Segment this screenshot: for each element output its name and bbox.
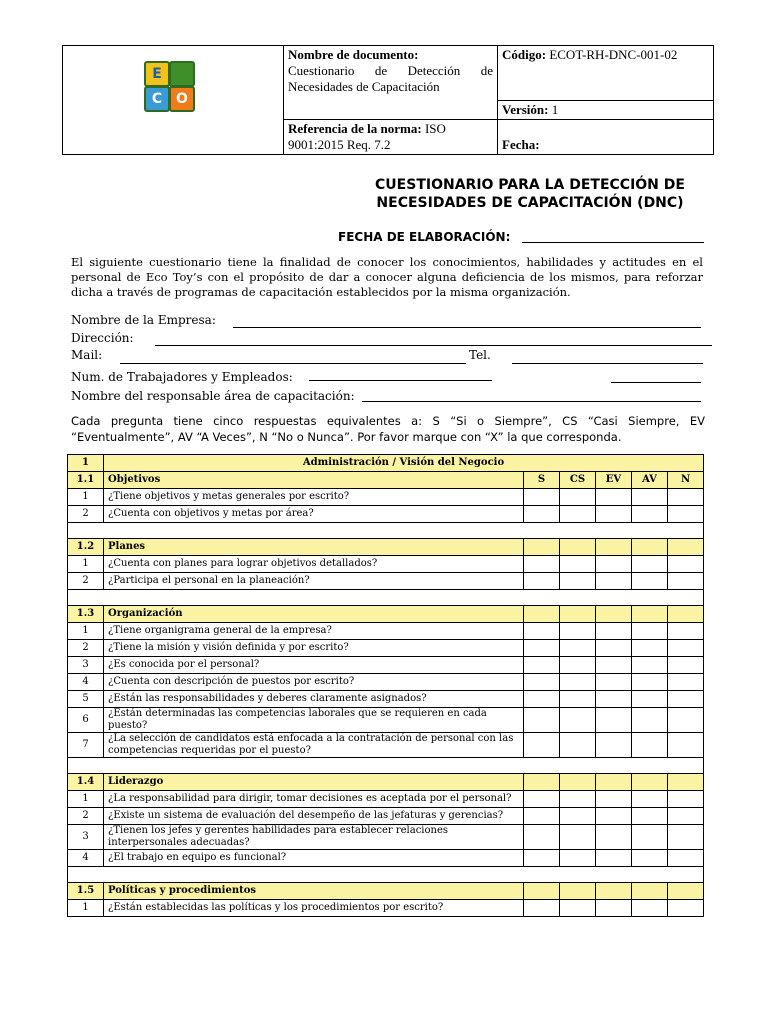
column-header-s: S bbox=[524, 472, 560, 489]
page-title bbox=[330, 176, 730, 212]
empresa-label: Nombre de la Empresa: bbox=[71, 313, 216, 327]
question-row bbox=[68, 791, 704, 808]
answer-cell-s[interactable] bbox=[524, 657, 560, 674]
answer-cell-n[interactable] bbox=[668, 506, 704, 523]
answer-cell-av[interactable] bbox=[632, 708, 668, 733]
answer-cell-cs[interactable] bbox=[560, 733, 596, 758]
answer-cell-n[interactable] bbox=[668, 825, 704, 850]
answer-cell-av[interactable] bbox=[632, 640, 668, 657]
answer-cell-ev[interactable] bbox=[596, 691, 632, 708]
empresa-line[interactable] bbox=[233, 327, 701, 328]
question-number: 1 bbox=[68, 791, 104, 808]
answer-cell-n[interactable] bbox=[668, 657, 704, 674]
question-row bbox=[68, 691, 704, 708]
norm-cell bbox=[284, 120, 498, 155]
version-cell bbox=[498, 101, 714, 120]
group-title: Objetivos bbox=[104, 472, 524, 489]
answer-cell-cs[interactable] bbox=[560, 850, 596, 867]
answer-cell-av[interactable] bbox=[632, 808, 668, 825]
group-header-cell bbox=[668, 539, 704, 556]
answer-cell-av[interactable] bbox=[632, 623, 668, 640]
answer-cell-s[interactable] bbox=[524, 623, 560, 640]
answer-cell-s[interactable] bbox=[524, 556, 560, 573]
spacer-cell bbox=[68, 523, 704, 539]
answer-cell-ev[interactable] bbox=[596, 850, 632, 867]
answer-cell-cs[interactable] bbox=[560, 900, 596, 917]
date-cell bbox=[498, 120, 714, 155]
question-text: ¿Es conocida por el personal? bbox=[104, 657, 524, 674]
group-header-row bbox=[68, 606, 704, 623]
answer-cell-n[interactable] bbox=[668, 850, 704, 867]
question-number: 3 bbox=[68, 825, 104, 850]
title-line-2: NECESIDADES DE CAPACITACIÓN (DNC) bbox=[376, 195, 684, 211]
group-header-cell bbox=[596, 539, 632, 556]
section-header-row bbox=[68, 455, 704, 472]
code-cell bbox=[498, 46, 714, 101]
group-header-cell bbox=[596, 883, 632, 900]
question-row bbox=[68, 850, 704, 867]
group-header-cell bbox=[632, 539, 668, 556]
question-text: ¿La selección de candidatos está enfocada a la contratación de personal con las competencias requeridas por el puesto? bbox=[104, 733, 524, 758]
norm-value-b: 9001:2015 Req. 7.2 bbox=[288, 137, 391, 152]
question-text: ¿Cuenta con objetivos y metas por área? bbox=[104, 506, 524, 523]
answer-cell-s[interactable] bbox=[524, 691, 560, 708]
answer-cell-cs[interactable] bbox=[560, 825, 596, 850]
answer-cell-n[interactable] bbox=[668, 674, 704, 691]
answer-cell-av[interactable] bbox=[632, 850, 668, 867]
answer-cell-n[interactable] bbox=[668, 791, 704, 808]
answer-cell-cs[interactable] bbox=[560, 640, 596, 657]
answer-cell-av[interactable] bbox=[632, 489, 668, 506]
logo-block-o: O bbox=[169, 86, 195, 112]
question-number: 2 bbox=[68, 808, 104, 825]
answer-cell-s[interactable] bbox=[524, 674, 560, 691]
question-row bbox=[68, 556, 704, 573]
direccion-line[interactable] bbox=[155, 345, 712, 346]
trabajadores-label: Num. de Trabajadores y Empleados: bbox=[71, 370, 293, 384]
question-text: ¿Están determinadas las competencias laborales que se requieren en cada puesto? bbox=[104, 708, 524, 733]
section-number: 1 bbox=[68, 455, 104, 472]
column-header-ev: EV bbox=[596, 472, 632, 489]
group-header-cell bbox=[632, 883, 668, 900]
answer-cell-s[interactable] bbox=[524, 850, 560, 867]
question-text: ¿Existe un sistema de evaluación del desempeño de las jefaturas y gerencias? bbox=[104, 808, 524, 825]
question-text: ¿Tiene objetivos y metas generales por escrito? bbox=[104, 489, 524, 506]
group-header-cell bbox=[668, 606, 704, 623]
question-text: ¿Cuenta con planes para lograr objetivos detallados? bbox=[104, 556, 524, 573]
question-number: 1 bbox=[68, 623, 104, 640]
answer-cell-n[interactable] bbox=[668, 556, 704, 573]
answer-cell-ev[interactable] bbox=[596, 900, 632, 917]
responsable-label: Nombre del responsable área de capacitación: bbox=[71, 389, 355, 403]
question-number: 1 bbox=[68, 556, 104, 573]
trabajadores-line[interactable] bbox=[309, 380, 492, 381]
question-row bbox=[68, 825, 704, 850]
answer-cell-s[interactable] bbox=[524, 640, 560, 657]
group-header-row bbox=[68, 883, 704, 900]
group-header-row bbox=[68, 539, 704, 556]
answer-cell-av[interactable] bbox=[632, 573, 668, 590]
answer-cell-ev[interactable] bbox=[596, 825, 632, 850]
question-text: ¿El trabajo en equipo es funcional? bbox=[104, 850, 524, 867]
question-row bbox=[68, 640, 704, 657]
answer-cell-s[interactable] bbox=[524, 733, 560, 758]
answer-cell-cs[interactable] bbox=[560, 708, 596, 733]
document-header bbox=[62, 45, 714, 155]
group-header-cell bbox=[524, 606, 560, 623]
date-label: Fecha: bbox=[502, 137, 540, 152]
question-text: ¿Participa el personal en la planeación? bbox=[104, 573, 524, 590]
logo-block-green bbox=[169, 61, 195, 87]
title-line-1: CUESTIONARIO PARA LA DETECCIÓN DE bbox=[375, 177, 685, 193]
group-number: 1.1 bbox=[68, 472, 104, 489]
answer-cell-n[interactable] bbox=[668, 900, 704, 917]
answer-cell-n[interactable] bbox=[668, 808, 704, 825]
group-header-row bbox=[68, 472, 704, 489]
column-header-cs: CS bbox=[560, 472, 596, 489]
group-header-cell bbox=[560, 883, 596, 900]
answer-cell-av[interactable] bbox=[632, 691, 668, 708]
answer-cell-s[interactable] bbox=[524, 825, 560, 850]
answer-cell-s[interactable] bbox=[524, 489, 560, 506]
column-header-av: AV bbox=[632, 472, 668, 489]
question-number: 1 bbox=[68, 900, 104, 917]
doc-name-label: Nombre de documento: bbox=[288, 47, 419, 62]
doc-name-value: Cuestionario de Detección de Necesidades de Capacitación bbox=[288, 63, 493, 94]
mail-line[interactable] bbox=[120, 363, 466, 364]
answer-cell-cs[interactable] bbox=[560, 691, 596, 708]
spacer-row bbox=[68, 758, 704, 774]
question-number: 1 bbox=[68, 489, 104, 506]
question-number: 2 bbox=[68, 506, 104, 523]
answer-cell-n[interactable] bbox=[668, 691, 704, 708]
question-text: ¿Tienen los jefes y gerentes habilidades para establecer relaciones interpersonales adecuadas? bbox=[104, 825, 524, 850]
question-number: 2 bbox=[68, 573, 104, 590]
fecha-elaboracion-label: FECHA DE ELABORACIÓN: bbox=[338, 230, 511, 244]
answer-cell-ev[interactable] bbox=[596, 623, 632, 640]
tel-line[interactable] bbox=[512, 363, 703, 364]
question-row bbox=[68, 900, 704, 917]
answer-cell-ev[interactable] bbox=[596, 674, 632, 691]
doc-name-cell bbox=[284, 46, 498, 120]
answer-cell-cs[interactable] bbox=[560, 623, 596, 640]
answer-cell-cs[interactable] bbox=[560, 674, 596, 691]
logo-block-e: E bbox=[144, 61, 170, 87]
question-row bbox=[68, 623, 704, 640]
answer-cell-s[interactable] bbox=[524, 808, 560, 825]
spacer-cell bbox=[68, 758, 704, 774]
answer-cell-av[interactable] bbox=[632, 657, 668, 674]
spacer-row bbox=[68, 867, 704, 883]
group-title: Organización bbox=[104, 606, 524, 623]
logo-block-c: C bbox=[144, 86, 170, 112]
group-header-cell bbox=[596, 606, 632, 623]
question-row bbox=[68, 733, 704, 758]
extra-line[interactable] bbox=[611, 382, 701, 383]
group-number: 1.5 bbox=[68, 883, 104, 900]
logo-cell bbox=[63, 46, 284, 155]
eco-toys-logo bbox=[142, 59, 204, 121]
spacer-row bbox=[68, 590, 704, 606]
spacer-row bbox=[68, 523, 704, 539]
question-text: ¿Cuenta con descripción de puestos por escrito? bbox=[104, 674, 524, 691]
mail-label: Mail: bbox=[71, 348, 103, 362]
answer-cell-cs[interactable] bbox=[560, 573, 596, 590]
answer-cell-n[interactable] bbox=[668, 640, 704, 657]
column-header-n: N bbox=[668, 472, 704, 489]
answer-cell-av[interactable] bbox=[632, 900, 668, 917]
question-number: 2 bbox=[68, 640, 104, 657]
code-label: Código: bbox=[502, 47, 547, 62]
group-number: 1.2 bbox=[68, 539, 104, 556]
question-row bbox=[68, 573, 704, 590]
question-number: 3 bbox=[68, 657, 104, 674]
answer-cell-av[interactable] bbox=[632, 791, 668, 808]
answer-cell-av[interactable] bbox=[632, 825, 668, 850]
answer-cell-av[interactable] bbox=[632, 733, 668, 758]
answer-cell-cs[interactable] bbox=[560, 657, 596, 674]
group-header-cell bbox=[524, 539, 560, 556]
question-text: ¿Están establecidas las políticas y los procedimientos por escrito? bbox=[104, 900, 524, 917]
answer-cell-ev[interactable] bbox=[596, 791, 632, 808]
responsable-line[interactable] bbox=[362, 401, 701, 402]
answer-cell-cs[interactable] bbox=[560, 506, 596, 523]
question-text: ¿Están las responsabilidades y deberes claramente asignados? bbox=[104, 691, 524, 708]
answer-cell-av[interactable] bbox=[632, 506, 668, 523]
answer-cell-n[interactable] bbox=[668, 733, 704, 758]
question-row bbox=[68, 708, 704, 733]
question-row bbox=[68, 657, 704, 674]
question-number: 7 bbox=[68, 733, 104, 758]
answer-cell-ev[interactable] bbox=[596, 489, 632, 506]
question-row bbox=[68, 808, 704, 825]
answer-cell-n[interactable] bbox=[668, 573, 704, 590]
norm-label: Referencia de la norma: bbox=[288, 121, 422, 136]
group-title: Políticas y procedimientos bbox=[104, 883, 524, 900]
answer-cell-n[interactable] bbox=[668, 489, 704, 506]
question-row bbox=[68, 506, 704, 523]
section-title: Administración / Visión del Negocio bbox=[104, 455, 704, 472]
answer-cell-s[interactable] bbox=[524, 708, 560, 733]
question-number: 5 bbox=[68, 691, 104, 708]
answer-cell-n[interactable] bbox=[668, 708, 704, 733]
question-number: 4 bbox=[68, 850, 104, 867]
group-header-cell bbox=[560, 774, 596, 791]
group-number: 1.3 bbox=[68, 606, 104, 623]
answer-cell-s[interactable] bbox=[524, 791, 560, 808]
question-text: ¿Tiene organigrama general de la empresa? bbox=[104, 623, 524, 640]
answer-cell-ev[interactable] bbox=[596, 733, 632, 758]
question-text: ¿Tiene la misión y visión definida y por escrito? bbox=[104, 640, 524, 657]
answer-cell-ev[interactable] bbox=[596, 657, 632, 674]
question-number: 4 bbox=[68, 674, 104, 691]
answer-cell-s[interactable] bbox=[524, 506, 560, 523]
group-header-cell bbox=[560, 539, 596, 556]
spacer-cell bbox=[68, 867, 704, 883]
question-row bbox=[68, 489, 704, 506]
group-header-cell bbox=[668, 883, 704, 900]
group-header-cell bbox=[560, 606, 596, 623]
group-number: 1.4 bbox=[68, 774, 104, 791]
intro-paragraph: El siguiente cuestionario tiene la finalidad de conocer los conocimientos, habilidades y actitudes en el personal de Eco Toy’s con el propósito de dar a conocer alguna deficiencia de los mismos, para reforzar dicha a través de programas de capacitación establecidos por la misma organización. bbox=[71, 255, 703, 299]
version-value: 1 bbox=[551, 102, 559, 117]
answer-cell-ev[interactable] bbox=[596, 506, 632, 523]
norm-value-a: ISO bbox=[424, 121, 446, 136]
answer-cell-cs[interactable] bbox=[560, 791, 596, 808]
answer-cell-ev[interactable] bbox=[596, 573, 632, 590]
fecha-elaboracion-line[interactable] bbox=[522, 242, 704, 243]
answer-cell-cs[interactable] bbox=[560, 556, 596, 573]
answer-cell-cs[interactable] bbox=[560, 808, 596, 825]
group-title: Planes bbox=[104, 539, 524, 556]
answer-cell-ev[interactable] bbox=[596, 808, 632, 825]
group-header-row bbox=[68, 774, 704, 791]
answer-cell-ev[interactable] bbox=[596, 640, 632, 657]
questionnaire-table bbox=[67, 454, 704, 917]
group-header-cell bbox=[524, 774, 560, 791]
answer-cell-n[interactable] bbox=[668, 623, 704, 640]
answer-cell-s[interactable] bbox=[524, 900, 560, 917]
group-header-cell bbox=[596, 774, 632, 791]
question-text: ¿La responsabilidad para dirigir, tomar decisiones es aceptada por el personal? bbox=[104, 791, 524, 808]
answer-cell-av[interactable] bbox=[632, 556, 668, 573]
instructions: Cada pregunta tiene cinco respuestas equivalentes a: S “Si o Siempre”, CS “Casi Siempre, EV “Eventualmente”, AV “A Veces”, N “No o Nunca”. Por favor marque con “X” la que corresponda. bbox=[71, 414, 705, 444]
answer-cell-av[interactable] bbox=[632, 674, 668, 691]
group-header-cell bbox=[668, 774, 704, 791]
answer-cell-ev[interactable] bbox=[596, 708, 632, 733]
version-label: Versión: bbox=[502, 102, 549, 117]
question-row bbox=[68, 674, 704, 691]
code-value: ECOT-RH-DNC-001-02 bbox=[549, 47, 678, 62]
group-header-cell bbox=[632, 774, 668, 791]
direccion-label: Dirección: bbox=[71, 331, 134, 345]
group-title: Liderazgo bbox=[104, 774, 524, 791]
group-header-cell bbox=[632, 606, 668, 623]
tel-label: Tel. bbox=[469, 348, 491, 362]
question-number: 6 bbox=[68, 708, 104, 733]
spacer-cell bbox=[68, 590, 704, 606]
answer-cell-s[interactable] bbox=[524, 573, 560, 590]
answer-cell-cs[interactable] bbox=[560, 489, 596, 506]
answer-cell-ev[interactable] bbox=[596, 556, 632, 573]
group-header-cell bbox=[524, 883, 560, 900]
